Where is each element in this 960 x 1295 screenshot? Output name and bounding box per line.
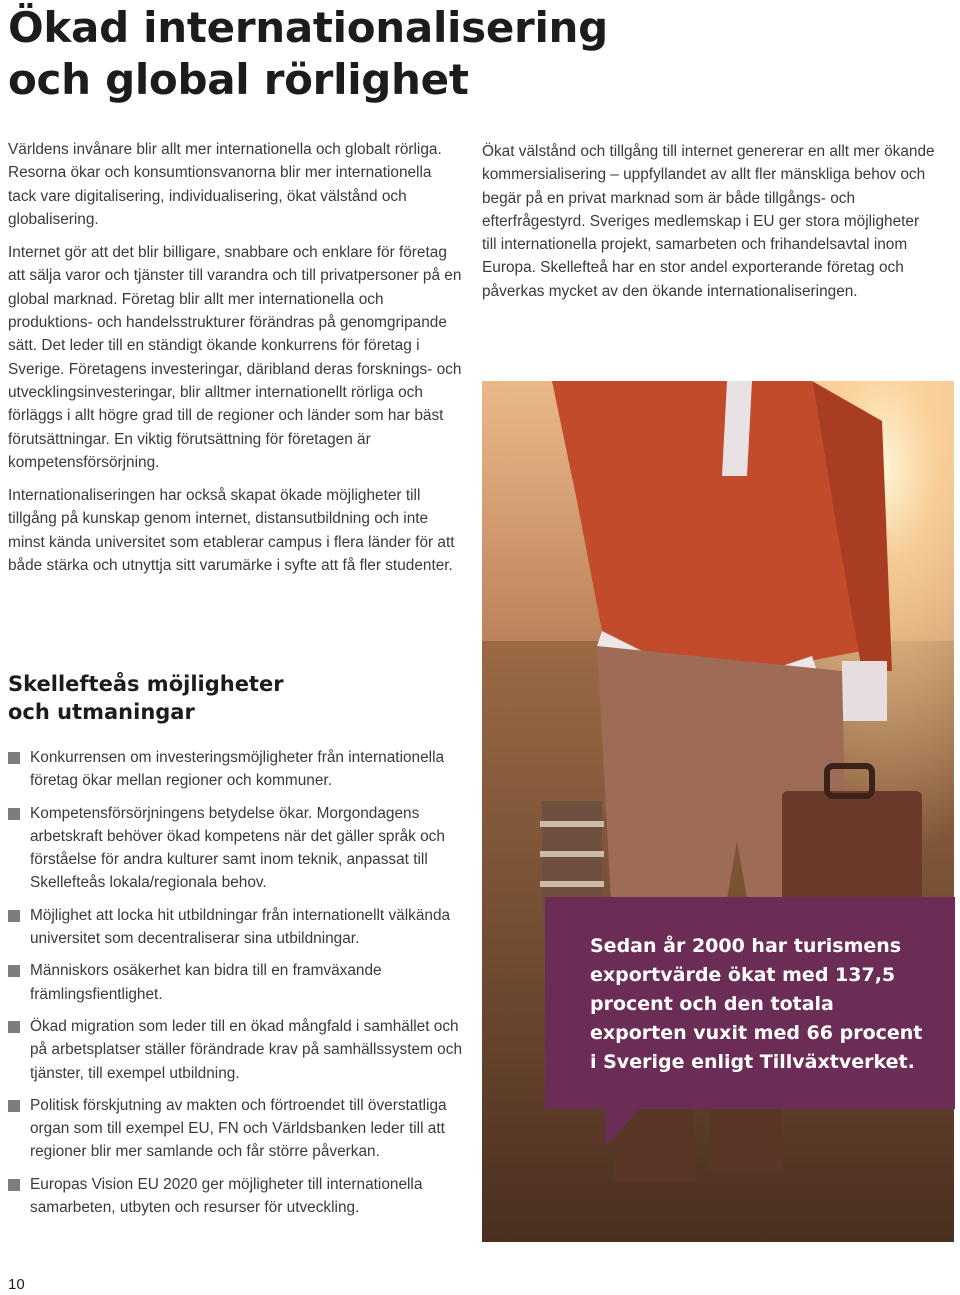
callout-tail	[605, 1108, 641, 1146]
page-title	[8, 2, 608, 106]
person-with-suitcase-photo	[482, 381, 954, 1242]
bullet-text: Europas Vision EU 2020 ger möjligheter till internationella samarbeten, utbyten och resurser för utveckling.	[30, 1175, 423, 1217]
bullet-square-icon	[8, 1100, 20, 1112]
section-heading	[8, 670, 284, 726]
page-number: 10	[8, 1276, 25, 1293]
right-paragraph: Ökat välstånd och tillgång till internet genererar en allt mer ökande kommersialisering – uppfyllandet av allt fler mänskliga behov och begär på en privat marknad som är både tillgångs- och efterfrågestyrd. Sveriges medlemskap i EU ger stora möjligheter till internationella projekt, samarbeten och frihandelsavtal inom Europa. Skellefteå har en stor andel exporterande företag och påverkas mycket av den ökande internationaliseringen.	[482, 143, 935, 300]
bullet-text: Möjlighet att locka hit utbildningar från internationellt välkända universitet som decentraliserar sina utbildningar.	[30, 906, 451, 948]
page-title-line-2: och global rörlighet	[8, 55, 469, 104]
left-paragraph-3: Internationaliseringen har också skapat ökade möjligheter till tillgång på kunskap genom internet, distansutbildning och inte minst kända universitet som etablerar campus i flera länder för att både stärka och utnyttja sitt varumärke i syfte att få fler studenter.	[8, 487, 455, 575]
bullet-text: Ökad migration som leder till en ökad mångfald i samhället och på arbetsplatser ställer förändrade krav på samhällssystem och tjänster, till exempel utbildning.	[30, 1017, 462, 1082]
bullet-item	[8, 746, 468, 793]
left-paragraph-2: Internet gör att det blir billigare, snabbare och enklare för företag att sälja varor och tjänster till varandra och till privatpersoner på en global marknad. Företag blir allt mer internationella och produktions- och handelsstrukturer förändras på genomgripande sätt. Det leder till en ständigt ökande konkurrens för företag i Sverige. Företagens investeringar, däribland deras forsknings- och utvecklingsinvesteringar, blir alltmer internationellt rörliga och förläggs i allt högre grad till de regioner och länder som har bäst förutsättningar. En viktig förutsättning för företagen är kompetensförsörjning.	[8, 244, 462, 471]
bullet-text: Politisk förskjutning av makten och förtroendet till överstatliga organ som till exempel EU, FN och Världsbanken leder till att regioner blir mer samlande och får större påverkan.	[30, 1096, 447, 1161]
section-heading-line-2: och utmaningar	[8, 700, 195, 724]
bullet-item	[8, 959, 468, 1006]
bullet-square-icon	[8, 752, 20, 764]
bullet-item	[8, 802, 468, 895]
bullet-square-icon	[8, 1021, 20, 1033]
bullet-item	[8, 1015, 468, 1085]
bullet-text: Konkurrensen om investeringsmöjligheter från internationella företag ökar mellan regioner och kommuner.	[30, 749, 445, 790]
page-title-line-1: Ökad internationalisering	[8, 3, 608, 52]
bullet-square-icon	[8, 1179, 20, 1191]
bullet-square-icon	[8, 965, 20, 977]
bullet-list	[8, 746, 468, 1228]
right-column	[482, 140, 937, 303]
callout-text: Sedan år 2000 har turismens exportvärde ökat med 137,5 procent och den totala exporten vuxit med 66 procent i Sverige enligt Tillväxtverket.	[590, 935, 923, 1073]
section-heading-line-1: Skellefteås möjligheter	[8, 672, 284, 696]
left-paragraph-1: Världens invånare blir allt mer internationella och globalt rörliga. Resorna ökar och konsumtionsvanorna blir mer internationella tack vare digitalisering, individualisering, ökat välstånd och globalisering.	[8, 141, 442, 228]
bullet-item	[8, 1173, 468, 1220]
bullet-item	[8, 1094, 468, 1164]
bullet-square-icon	[8, 910, 20, 922]
left-column	[8, 138, 463, 587]
bullet-item	[8, 904, 468, 951]
bullet-square-icon	[8, 808, 20, 820]
bullet-text: Kompetensförsörjningens betydelse ökar. Morgondagens arbetskraft behöver ökad kompetens när det gäller språk och förståelse för andra kulturer samt inom teknik, anpassat till Skellefteås lokala/regionala behov.	[30, 804, 445, 892]
bullet-text: Människors osäkerhet kan bidra till en framväxande främlingsfientlighet.	[30, 962, 382, 1003]
